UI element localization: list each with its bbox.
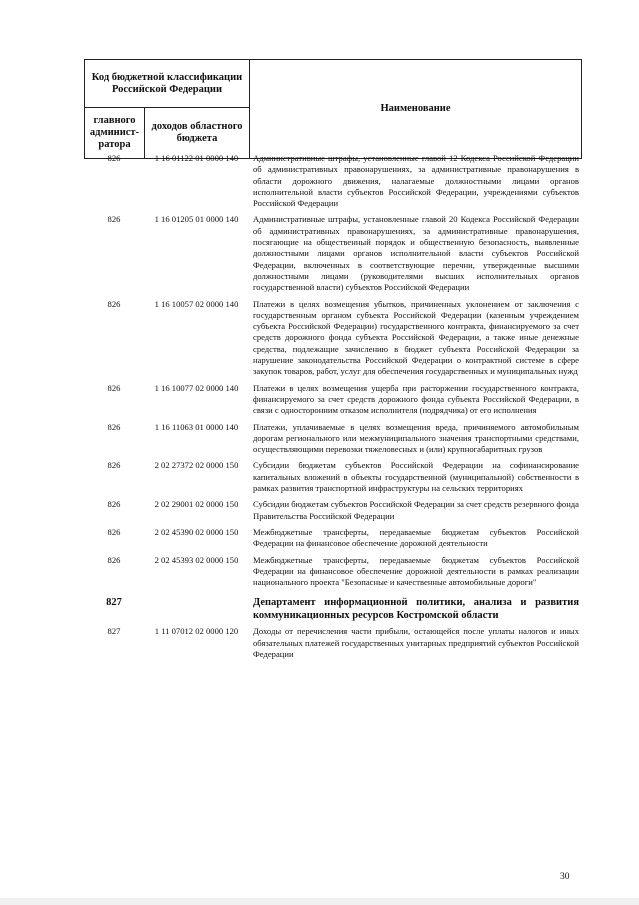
admin-code: 826: [107, 153, 121, 163]
income-code: 2 02 45390 02 0000 150: [154, 526, 239, 537]
table-row: [84, 299, 581, 378]
table-row: [84, 460, 581, 494]
income-name: Субсидии бюджетам субъектов Российской Федерации на софинансирование капитальных вложений в объекты государственной (муниципальной) собственности в рамках развития транспортной инфраструктуры на сельских территориях: [253, 460, 579, 494]
income-code: 1 16 01122 01 0000 140: [154, 153, 239, 163]
table-row: [84, 499, 581, 522]
admin-code: 826: [107, 421, 121, 432]
table-row: [84, 527, 581, 550]
income-column-header: доходов областного бюджета: [145, 108, 250, 159]
admin-code: 826: [107, 526, 121, 537]
income-name: Доходы от перечисления части прибыли, остающейся после уплаты налогов и иных обязательных платежей государственных унитарных предприятий субъектов Российской Федерации: [253, 626, 579, 659]
admin-code: 826: [107, 554, 121, 565]
admin-code: 826: [107, 382, 121, 393]
table-row: [84, 626, 581, 660]
department-row: [84, 596, 581, 622]
classification-group-header: Код бюджетной классификации Российской Федерации: [85, 60, 250, 108]
income-code: 1 16 01205 01 0000 140: [154, 214, 239, 225]
income-name: Платежи, уплачиваемые в целях возмещения вреда, причиняемого автомобильным дорогам регионального или межмуниципального значения транспортными средствами, осуществляющими перевозки тяжеловесных и (или) крупногабаритных грузов: [253, 421, 579, 455]
budget-table-header: [84, 59, 582, 159]
income-name: Платежи в целях возмещения убытков, причиненных уклонением от заключения с государственным органом субъекта Российской Федерации (казенным учреждением субъекта Российской Федерации) государственного контракта, финансируемого за счет средств дорожного фонда субъекта Российской Федерации, а также иные денежные средства, подлежащие зачислению в бюджет субъекта Российской Федерации за нарушение законодательства Российской Федерации о контрактной системе в сфере закупок товаров, работ, услуг для обеспечения государственных и муниципальных нужд: [253, 298, 579, 377]
income-code: 1 16 10057 02 0000 140: [154, 298, 239, 309]
income-name: Межбюджетные трансферты, передаваемые бюджетам субъектов Российской Федерации на финансовое обеспечение дорожной деятельности в рамках реализации национального проекта "Безопасные и качественные автомобильные дороги": [253, 554, 579, 588]
income-code: 2 02 27372 02 0000 150: [154, 460, 239, 471]
income-code: 1 16 11063 01 0000 140: [154, 421, 239, 432]
admin-column-header: главного админист-ратора: [85, 108, 145, 159]
income-code: 1 16 10077 02 0000 140: [154, 382, 239, 393]
income-code: 2 02 45393 02 0000 150: [154, 554, 239, 565]
admin-code: 826: [107, 499, 121, 510]
admin-code: 826: [107, 298, 121, 309]
income-code: 2 02 29001 02 0000 150: [154, 499, 239, 510]
income-name: Межбюджетные трансферты, передаваемые бюджетам субъектов Российской Федерации на финансовое обеспечение дорожной деятельности: [253, 526, 579, 549]
income-name: Платежи в целях возмещения ущерба при расторжении государственного контракта, финансируемого за счет средств дорожного фонда субъекта Российской Федерации, в связи с односторонним отказом исполнителя (подрядчика) от его исполнения: [253, 382, 579, 416]
page-number: 30: [560, 872, 570, 882]
table-row: [84, 383, 581, 417]
table-row: [84, 153, 581, 209]
table-row: [84, 555, 581, 589]
income-code: 1 11 07012 02 0000 120: [154, 626, 239, 637]
table-row: [84, 214, 581, 293]
admin-code: 826: [107, 460, 121, 471]
admin-code: 826: [107, 214, 121, 225]
income-name: Административные штрафы, установленные главой 12 Кодекса Российской Федерации об административных правонарушениях, за административные правонарушения в области дорожного движения, налагаемые должностными лицами органов исполнительной власти субъектов Российской Федерации, учреждениями субъектов Российской Федерации: [253, 153, 579, 209]
table-row: [84, 422, 581, 456]
income-name: Административные штрафы, установленные главой 20 Кодекса Российской Федерации об административных правонарушениях, за административные правонарушения, посягающие на общественный порядок и общественную безопасность, выявленные должностными лицами органов исполнительной власти субъектов Российской Федерации, включенных в соответствующие перечни, утвержденные высшими должностными лицами (руководителями высших исполнительных органов государственной власти) субъектов Российской Федерации: [253, 214, 579, 293]
admin-code: 827: [107, 626, 121, 637]
name-column-header: Наименование: [250, 60, 582, 159]
department-admin-code: 827: [106, 597, 122, 609]
income-name: Субсидии бюджетам субъектов Российской Федерации за счет средств резервного фонда Правительства Российской Федерации: [253, 499, 579, 521]
department-name: Департамент информационной политики, анализа и развития коммуникационных ресурсов Костромской области: [253, 597, 579, 622]
scan-bottom-edge: [0, 898, 639, 905]
table-body: [84, 153, 581, 665]
